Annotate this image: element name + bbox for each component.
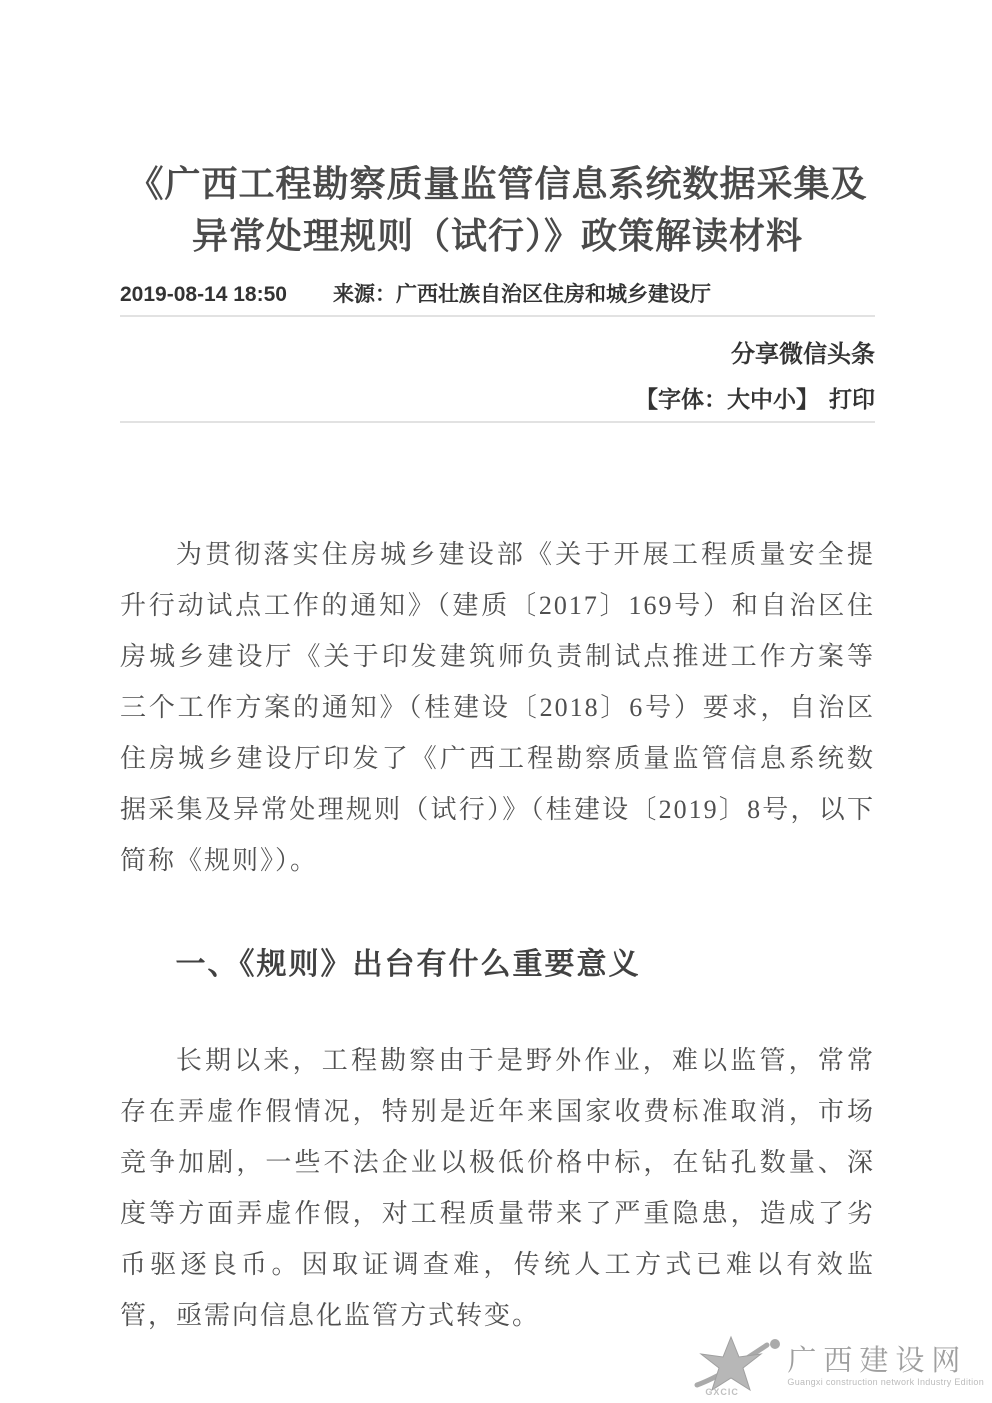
font-controls-row <box>120 381 875 414</box>
article-title: 《广西工程勘察质量监管信息系统数据采集及异常处理规则（试行）》政策解读材料 <box>127 163 868 256</box>
divider-top <box>120 315 875 317</box>
font-size-small-button[interactable]: 小 <box>773 386 796 412</box>
font-size-label-close: 】 <box>796 386 819 412</box>
site-name: 广西建设网 <box>787 1344 968 1377</box>
share-label: 分享 <box>731 341 779 368</box>
font-size-medium-button[interactable]: 中 <box>750 386 773 412</box>
site-tagline: Guangxi construction network Industry Edition <box>787 1376 984 1387</box>
site-logo <box>691 1335 783 1397</box>
section-1-heading: 一、《规则》出台有什么重要意义 <box>175 948 641 981</box>
site-watermark <box>691 1335 984 1397</box>
watermark-text <box>787 1346 984 1387</box>
article-meta <box>120 278 875 308</box>
publish-datetime: 2019-08-14 18:50 <box>120 283 287 306</box>
article-body <box>120 529 875 1341</box>
source-label: 来源：广西壮族自治区住房和城乡建设厅 <box>332 283 711 306</box>
paragraph-1: 为贯彻落实住房城乡建设部《关于开展工程质量安全提升行动试点工作的通知》（建质〔2017〕169号）和自治区住房城乡建设厅《关于印发建筑师负责制试点推进工作方案等三个工作方案的通知》（桂建设〔2018〕6号）要求，自治区住房城乡建设厅印发了《广西工程勘察质量监管信息系统数据采集及异常处理规则（试行）》（桂建设〔2019〕8号，以下简称《规则》）。 <box>120 540 875 875</box>
paragraph-2: 长期以来，工程勘察由于是野外作业，难以监管，常常存在弄虚作假情况，特别是近年来国家收费标准取消，市场竞争加剧，一些不法企业以极低价格中标，在钻孔数量、深度等方面弄虚作假，对工程质量带来了严重隐患，造成了劣币驱逐良币。因取证调查难，传统人工方式已难以有效监管，亟需向信息化监管方式转变。 <box>120 1046 875 1330</box>
logo-small-text: GXCIC <box>705 1387 739 1397</box>
share-row <box>120 334 875 369</box>
font-size-label: 【字体： <box>635 386 727 412</box>
toutiao-share-link[interactable]: 头条 <box>827 341 875 368</box>
divider-bottom <box>120 421 875 423</box>
print-button[interactable]: 打印 <box>829 386 875 412</box>
comet-dot-icon <box>770 1339 780 1349</box>
wechat-share-link[interactable]: 微信 <box>779 341 827 368</box>
font-size-large-button[interactable]: 大 <box>727 386 750 412</box>
